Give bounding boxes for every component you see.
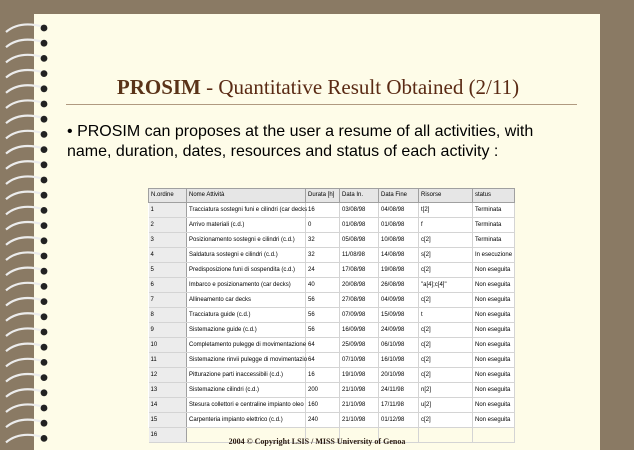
- table-cell: 5: [149, 263, 187, 278]
- table-cell: c[2]: [419, 233, 473, 248]
- table-cell: Predisposizione funi di sospendita (c.d.): [187, 263, 306, 278]
- table-cell: 01/08/98: [379, 218, 419, 233]
- table-cell: Non eseguita: [473, 293, 515, 308]
- table-cell: 2: [149, 218, 187, 233]
- table-row: [149, 263, 515, 278]
- table-row: [149, 308, 515, 323]
- table-row: [149, 233, 515, 248]
- table-cell: Non eseguita: [473, 308, 515, 323]
- table-cell: Non eseguita: [473, 263, 515, 278]
- table-cell: c[2]: [419, 368, 473, 383]
- table-cell: 15/09/98: [379, 308, 419, 323]
- table-cell: Non eseguita: [473, 323, 515, 338]
- table-cell: t: [419, 308, 473, 323]
- table-cell: 14: [149, 398, 187, 413]
- table-cell: 26/08/98: [379, 278, 419, 293]
- slide-title: [58, 75, 578, 100]
- table-cell: Sistemazione rinvii pulegge di movimentazio: [187, 353, 306, 368]
- table-cell: "a[4];c[4]": [419, 278, 473, 293]
- table-cell: 9: [149, 323, 187, 338]
- table-cell: 07/09/98: [340, 308, 379, 323]
- table-row: [149, 323, 515, 338]
- table-cell: c[2]: [419, 293, 473, 308]
- table-cell: Sistemazione cilindri (c.d.): [187, 383, 306, 398]
- table-cell: 10/08/98: [379, 233, 419, 248]
- table-cell: 19/08/98: [379, 263, 419, 278]
- table-cell: 24/09/98: [379, 323, 419, 338]
- table-cell: Terminata: [473, 203, 515, 218]
- table-cell: 21/10/98: [340, 383, 379, 398]
- table-cell: 06/10/98: [379, 338, 419, 353]
- table-cell: 25/09/98: [340, 338, 379, 353]
- table-row: [149, 203, 515, 218]
- table-cell: 10: [149, 338, 187, 353]
- table-row: [149, 383, 515, 398]
- table-cell: Arrivo materiali (c.d.): [187, 218, 306, 233]
- table-cell: 16/09/98: [340, 323, 379, 338]
- table-cell: 16: [306, 203, 340, 218]
- spiral-binding-icon: [0, 14, 60, 450]
- table-cell: Terminata: [473, 233, 515, 248]
- copyright-footer: 2004 © Copyright LSIS / MISS University of Genoa: [228, 437, 406, 446]
- bullet-marker: •: [67, 123, 73, 140]
- table-cell: c[2]: [419, 263, 473, 278]
- table-row: [149, 218, 515, 233]
- table-cell: 8: [149, 308, 187, 323]
- table-cell: 64: [306, 338, 340, 353]
- table-cell: 27/08/98: [340, 293, 379, 308]
- table-cell: Non eseguita: [473, 368, 515, 383]
- table-cell: Terminata: [473, 218, 515, 233]
- table-cell: 56: [306, 323, 340, 338]
- table-cell: 07/10/98: [340, 353, 379, 368]
- table-cell: 16: [306, 368, 340, 383]
- table-cell: 21/10/98: [340, 413, 379, 428]
- table-cell: 4: [149, 248, 187, 263]
- table-cell: 200: [306, 383, 340, 398]
- table-cell: 04/09/98: [379, 293, 419, 308]
- table-cell: s[2]: [419, 248, 473, 263]
- table-cell: Non eseguita: [473, 338, 515, 353]
- table-cell: 15: [149, 413, 187, 428]
- table-cell: Tracciatura sostegni funi e cilindri (car decks: [187, 203, 306, 218]
- column-header: Nome Attività: [187, 189, 306, 203]
- table-cell: 16: [149, 428, 187, 443]
- table-cell: t[2]: [419, 203, 473, 218]
- table-cell: 40: [306, 278, 340, 293]
- table-cell: c[2]: [419, 353, 473, 368]
- title-brand: PROSIM: [116, 75, 201, 99]
- table-cell: 64: [306, 353, 340, 368]
- table-row: [149, 398, 515, 413]
- table-row: [149, 353, 515, 368]
- table-cell: Non eseguita: [473, 383, 515, 398]
- table-cell: Completamento pulegge di movimentazione: [187, 338, 306, 353]
- table-cell: Non eseguita: [473, 413, 515, 428]
- table-cell: Tracciatura guide (c.d.): [187, 308, 306, 323]
- column-header: N.ordine: [149, 189, 187, 203]
- table-cell: 01/12/98: [379, 413, 419, 428]
- table-cell: Sistemazione guide (c.d.): [187, 323, 306, 338]
- table-cell: 21/10/98: [340, 398, 379, 413]
- table-cell: 17/11/98: [379, 398, 419, 413]
- table-cell: 24: [306, 263, 340, 278]
- table-cell: 56: [306, 293, 340, 308]
- column-header: Risorse: [419, 189, 473, 203]
- activity-table: [148, 188, 515, 438]
- table-cell: Non eseguita: [473, 278, 515, 293]
- table-row: [149, 248, 515, 263]
- table-cell: 3: [149, 233, 187, 248]
- table-cell: Non eseguita: [473, 353, 515, 368]
- table-row: [149, 338, 515, 353]
- bullet-paragraph: [67, 122, 573, 162]
- table-cell: Posizionamento sostegni e cilindri (c.d.): [187, 233, 306, 248]
- table-row: [149, 293, 515, 308]
- table-cell: 6: [149, 278, 187, 293]
- table-cell: Imbarco e posizionamento (car decks): [187, 278, 306, 293]
- table-cell: Stesura collettori e centraline impianto oleo: [187, 398, 306, 413]
- table-cell: 20/08/98: [340, 278, 379, 293]
- table-cell: 160: [306, 398, 340, 413]
- table-cell: c[2]: [419, 323, 473, 338]
- table-cell: n[2]: [419, 383, 473, 398]
- column-header: Durata [h]: [306, 189, 340, 203]
- table-cell: 11: [149, 353, 187, 368]
- title-text: - Quantitative Result Obtained (2/11): [200, 75, 520, 99]
- table-cell: 05/08/98: [340, 233, 379, 248]
- table-header-row: [149, 189, 515, 203]
- table-cell: 56: [306, 308, 340, 323]
- table-row: [149, 413, 515, 428]
- table-cell: Pitturazione parti inaccessibili (c.d.): [187, 368, 306, 383]
- table-row: [149, 278, 515, 293]
- column-header: Data In.: [340, 189, 379, 203]
- table-cell: 03/08/98: [340, 203, 379, 218]
- table-cell: c[2]: [419, 338, 473, 353]
- table-cell: 1: [149, 203, 187, 218]
- title-divider: [66, 104, 577, 105]
- table-cell: 17/08/98: [340, 263, 379, 278]
- table-cell: Saldatura sostegni e cilindri (c.d.): [187, 248, 306, 263]
- column-header: status: [473, 189, 515, 203]
- table-cell: 0: [306, 218, 340, 233]
- table-row: [149, 368, 515, 383]
- table-cell: In esecuzione: [473, 248, 515, 263]
- table-cell: 13: [149, 383, 187, 398]
- table-cell: Non eseguita: [473, 398, 515, 413]
- table-cell: c[2]: [419, 413, 473, 428]
- bullet-text: PROSIM can proposes at the user a resume of all activities, with name, duration, dates, resources and status of each activity :: [67, 123, 534, 160]
- table-cell: 20/10/98: [379, 368, 419, 383]
- table-cell: 32: [306, 248, 340, 263]
- table-cell: 11/08/98: [340, 248, 379, 263]
- table-cell: 240: [306, 413, 340, 428]
- table-cell: 04/08/98: [379, 203, 419, 218]
- table-cell: 7: [149, 293, 187, 308]
- table-cell: 12: [149, 368, 187, 383]
- table-cell: 32: [306, 233, 340, 248]
- table-cell: u[2]: [419, 398, 473, 413]
- column-header: Data Fine: [379, 189, 419, 203]
- table-cell: 24/11/98: [379, 383, 419, 398]
- table-cell: 14/08/98: [379, 248, 419, 263]
- table-cell: 19/10/98: [340, 368, 379, 383]
- table-cell: 01/08/98: [340, 218, 379, 233]
- table-cell: f: [419, 218, 473, 233]
- table-cell: Carpenteria impianto elettrico (c.d.): [187, 413, 306, 428]
- table-cell: 16/10/98: [379, 353, 419, 368]
- table-cell: Allineamento car decks: [187, 293, 306, 308]
